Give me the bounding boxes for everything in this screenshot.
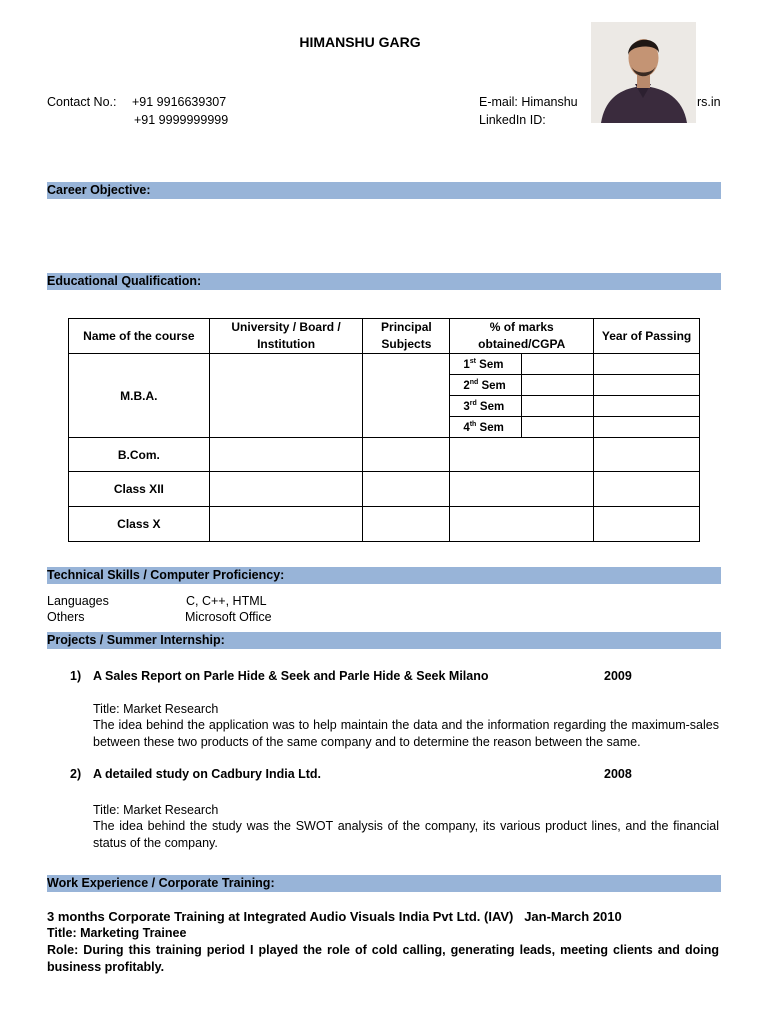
cell-empty	[209, 472, 363, 507]
header-marks: % of marks obtained/CGPA	[450, 319, 594, 354]
table-row	[69, 438, 700, 472]
course-mba: M.B.A.	[69, 354, 210, 438]
cell-empty	[450, 438, 594, 472]
semester-4: 4th Sem	[450, 417, 522, 438]
skill-value-others: Microsoft Office	[185, 610, 272, 624]
cell-empty	[209, 438, 363, 472]
table-row	[69, 507, 700, 542]
course-bcom: B.Com.	[69, 438, 210, 472]
cell-empty	[522, 396, 594, 417]
section-work-experience: Work Experience / Corporate Training:	[47, 875, 721, 892]
education-table	[68, 318, 700, 542]
contact-label: Contact No.:	[47, 95, 117, 109]
cell-empty	[209, 354, 363, 438]
cell-empty	[594, 354, 700, 375]
email-suffix: rs.in	[697, 95, 721, 109]
header-subjects: Principal Subjects	[363, 319, 450, 354]
cell-empty	[522, 354, 594, 375]
skill-value-languages: C, C++, HTML	[186, 594, 267, 608]
profile-photo	[591, 22, 696, 123]
semester-2: 2nd Sem	[450, 375, 522, 396]
phone-secondary: +91 9999999999	[134, 113, 229, 127]
phone-primary: +91 9916639307	[132, 95, 227, 109]
skill-label-others: Others	[47, 610, 85, 624]
section-education: Educational Qualification:	[47, 273, 721, 290]
project-2-number: 2)	[70, 767, 82, 781]
course-class-x: Class X	[69, 507, 210, 542]
section-projects: Projects / Summer Internship:	[47, 632, 721, 649]
project-2-description: The idea behind the study was the SWOT analysis of the company, its various product lines, and the financial status of the company.	[93, 819, 719, 850]
table-header-row	[69, 319, 700, 354]
semester-1: 1st Sem	[450, 354, 522, 375]
cell-empty	[209, 507, 363, 542]
project-1-number: 1)	[70, 669, 82, 683]
cell-empty	[594, 417, 700, 438]
project-1-description: The idea behind the application was to help maintain the data and the information regarding the maximum-sales between these two products of the same company and to determine the reason between the same.	[93, 718, 719, 749]
header-university: University / Board / Institution	[209, 319, 363, 354]
work-role: Role: During this training period I played the role of cold calling, generating leads, meeting clients and doing business profitably.	[47, 943, 719, 974]
cell-empty	[363, 438, 450, 472]
email-label: E-mail: Himanshu	[479, 95, 578, 109]
project-1-year: 2009	[604, 669, 632, 683]
project-2-title: A detailed study on Cadbury India Ltd.	[93, 767, 322, 781]
cell-empty	[363, 354, 450, 438]
header-course: Name of the course	[69, 319, 210, 354]
semester-3: 3rd Sem	[450, 396, 522, 417]
header-year: Year of Passing	[594, 319, 700, 354]
cell-empty	[522, 375, 594, 396]
section-skills: Technical Skills / Computer Proficiency:	[47, 567, 721, 584]
table-row	[69, 354, 700, 375]
work-heading: 3 months Corporate Training at Integrated Audio Visuals India Pvt Ltd. (IAV) Jan-March 2010	[47, 909, 622, 924]
project-1-title: A Sales Report on Parle Hide & Seek and Parle Hide & Seek Milano	[93, 669, 489, 683]
cell-empty	[363, 507, 450, 542]
project-2-year: 2008	[604, 767, 632, 781]
work-title: Title: Marketing Trainee	[47, 926, 187, 940]
linkedin-label: LinkedIn ID:	[479, 113, 546, 127]
project-1-subtitle: Title: Market Research	[93, 702, 219, 716]
project-2-subtitle: Title: Market Research	[93, 803, 219, 817]
cell-empty	[594, 375, 700, 396]
cell-empty	[594, 507, 700, 542]
section-career-objective: Career Objective:	[47, 182, 721, 199]
skill-label-languages: Languages	[47, 594, 109, 608]
cell-empty	[594, 396, 700, 417]
cell-empty	[450, 507, 594, 542]
cell-empty	[450, 472, 594, 507]
table-row	[69, 472, 700, 507]
course-class-xii: Class XII	[69, 472, 210, 507]
cell-empty	[522, 417, 594, 438]
cell-empty	[363, 472, 450, 507]
candidate-name: HIMANSHU GARG	[299, 34, 421, 50]
cell-empty	[594, 438, 700, 472]
cell-empty	[594, 472, 700, 507]
